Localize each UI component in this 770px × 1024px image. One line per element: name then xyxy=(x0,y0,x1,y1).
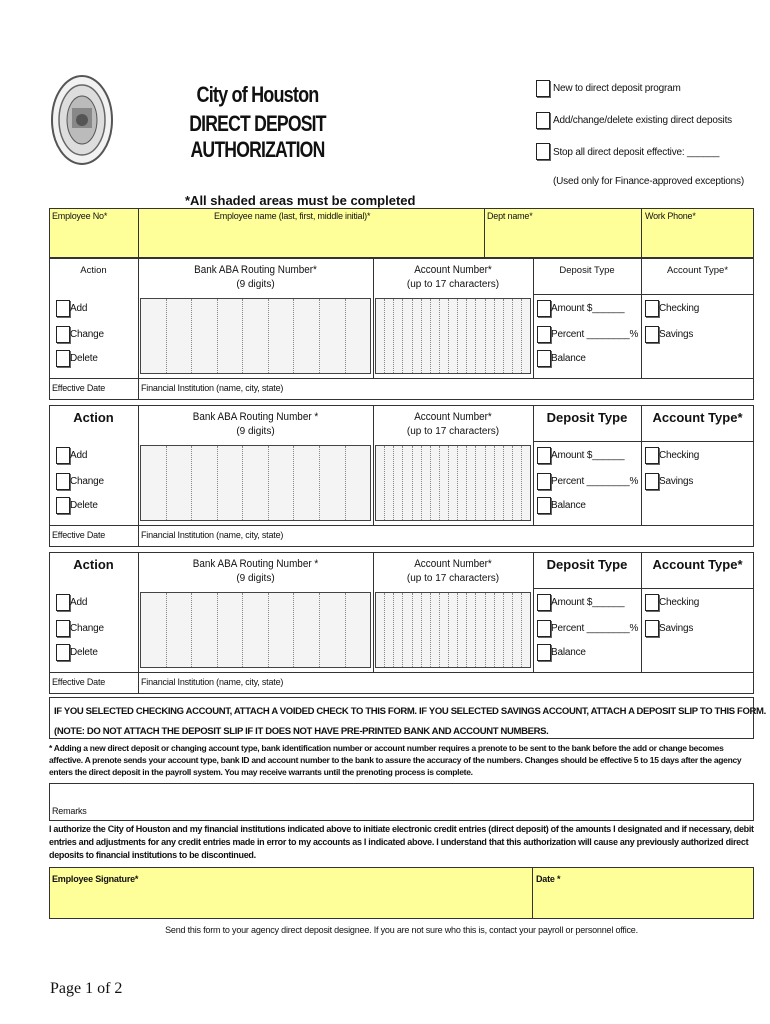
divider xyxy=(138,258,139,378)
routing-number-header: Bank ABA Routing Number * xyxy=(192,558,319,570)
divider xyxy=(484,208,485,258)
delete-checkbox[interactable] xyxy=(56,350,70,367)
account-number-input[interactable] xyxy=(375,592,531,668)
add-checkbox[interactable] xyxy=(56,447,70,464)
change-label: Change xyxy=(70,476,104,487)
percent-checkbox[interactable] xyxy=(537,473,551,490)
divider xyxy=(49,672,754,673)
savings-checkbox[interactable] xyxy=(645,473,659,490)
divider xyxy=(373,258,374,378)
effective-date-field[interactable]: Effective Date xyxy=(52,677,106,687)
send-note: Send this form to your agency direct deposit designee. If you are not sure who this is, contact your payroll or personnel office. xyxy=(165,925,638,935)
remarks-label: Remarks xyxy=(52,806,87,816)
percent-checkbox[interactable] xyxy=(537,326,551,343)
divider xyxy=(49,378,754,379)
percent-label: Percent ________% xyxy=(551,329,639,340)
checking-label: Checking xyxy=(659,450,700,461)
date-field[interactable]: Date * xyxy=(536,874,561,884)
change-checkbox[interactable] xyxy=(56,473,70,490)
savings-checkbox[interactable] xyxy=(645,326,659,343)
add-checkbox[interactable] xyxy=(56,300,70,317)
account-chars-note: (up to 17 characters) xyxy=(406,279,500,290)
balance-label: Balance xyxy=(551,500,586,511)
stop-all-checkbox[interactable] xyxy=(536,143,550,160)
new-program-checkbox[interactable] xyxy=(536,80,550,97)
effective-date-field[interactable]: Effective Date xyxy=(52,530,106,540)
account-type-header: Account Type* xyxy=(652,410,743,425)
action-header: Action xyxy=(73,410,114,425)
attach-notice-line2: (NOTE: DO NOT ATTACH THE DEPOSIT SLIP IF IT DOES NOT HAVE PRE-PRINTED BANK AND ACCOUNT NUMBERS. xyxy=(54,726,549,737)
employee-name-field[interactable]: Employee name (last, first, middle initial)* xyxy=(214,211,371,221)
city-title: City of Houston xyxy=(196,82,319,107)
account-number-input[interactable] xyxy=(375,445,531,521)
percent-checkbox[interactable] xyxy=(537,620,551,637)
account-number-header: Account Number* xyxy=(414,264,492,276)
percent-label: Percent ________% xyxy=(551,623,639,634)
balance-label: Balance xyxy=(551,353,586,364)
amount-label: Amount $______ xyxy=(551,303,625,314)
routing-number-input[interactable] xyxy=(140,445,371,521)
savings-label: Savings xyxy=(659,623,694,634)
divider xyxy=(533,588,754,589)
employee-signature-field[interactable]: Employee Signature* xyxy=(52,874,139,884)
savings-label: Savings xyxy=(659,476,694,487)
divider xyxy=(373,552,374,672)
deposit-type-header: Deposit Type xyxy=(546,410,628,425)
page-number: Page 1 of 2 xyxy=(50,980,123,997)
add-change-delete-label: Add/change/delete existing direct deposits xyxy=(553,115,732,126)
balance-label: Balance xyxy=(551,647,586,658)
add-label: Add xyxy=(70,450,88,461)
routing-digits-note: (9 digits) xyxy=(236,573,275,584)
routing-number-input[interactable] xyxy=(140,298,371,374)
checking-label: Checking xyxy=(659,303,700,314)
checking-checkbox[interactable] xyxy=(645,594,659,611)
checking-checkbox[interactable] xyxy=(645,300,659,317)
deposit-type-header: Deposit Type xyxy=(546,557,628,572)
divider xyxy=(138,378,139,400)
divider xyxy=(533,294,754,295)
add-label: Add xyxy=(70,303,88,314)
action-header: Action xyxy=(73,557,114,572)
account-type-header: Account Type* xyxy=(652,557,743,572)
exception-note: (Used only for Finance-approved exceptions) xyxy=(553,176,744,187)
delete-checkbox[interactable] xyxy=(56,497,70,514)
account-number-header: Account Number* xyxy=(414,558,492,570)
add-checkbox[interactable] xyxy=(56,594,70,611)
prenote-notice: * Adding a new direct deposit or changing account type, bank identification number or account number requires a prenote to be sent to the bank before the add or change becomes affective. A prenote sends your account type, bank ID and account number to the bank to assure the accuracy of the numbers. Changes should be effective 5 to 15 days after the agency enters the direct deposit in the payroll system. You may receive warrants until the prenoting process is complete. xyxy=(49,743,742,777)
account-type-header: Account Type* xyxy=(666,265,729,276)
routing-number-header: Bank ABA Routing Number * xyxy=(192,411,319,423)
routing-digits-note: (9 digits) xyxy=(236,279,275,290)
savings-label: Savings xyxy=(659,329,694,340)
amount-checkbox[interactable] xyxy=(537,594,551,611)
checking-label: Checking xyxy=(659,597,700,608)
divider xyxy=(138,208,139,258)
delete-label: Delete xyxy=(70,500,98,511)
delete-label: Delete xyxy=(70,353,98,364)
balance-checkbox[interactable] xyxy=(537,350,551,367)
change-label: Change xyxy=(70,623,104,634)
signature-row xyxy=(49,867,754,919)
balance-checkbox[interactable] xyxy=(537,644,551,661)
authorization-text: I authorize the City of Houston and my financial institutions indicated above to initiate electronic credit entries (direct deposit) of the amounts I designated and if necessary, debit entries and adjustments for any credit entries made in error to my accounts as I indicated above. I understand that this authorization will cause any previously authorized direct deposits to financial institutions to be discontinued. xyxy=(49,824,754,860)
routing-digits-note: (9 digits) xyxy=(236,426,275,437)
attach-notice-line1: IF YOU SELECTED CHECKING ACCOUNT, ATTACH A VOIDED CHECK TO THIS FORM. IF YOU SELECTED SAVINGS ACCOUNT, ATTACH A DEPOSIT SLIP TO THIS FORM. xyxy=(54,706,766,717)
routing-number-header: Bank ABA Routing Number* xyxy=(194,264,317,276)
amount-checkbox[interactable] xyxy=(537,447,551,464)
divider xyxy=(138,525,139,547)
divider xyxy=(641,208,642,258)
add-label: Add xyxy=(70,597,88,608)
amount-label: Amount $______ xyxy=(551,597,625,608)
change-label: Change xyxy=(70,329,104,340)
work-phone-field[interactable]: Work Phone* xyxy=(645,211,696,221)
divider xyxy=(532,867,533,919)
divider xyxy=(373,405,374,525)
amount-checkbox[interactable] xyxy=(537,300,551,317)
form-title: DIRECT DEPOSIT AUTHORIZATION xyxy=(189,111,326,162)
employee-no-field[interactable]: Employee No* xyxy=(52,211,108,221)
city-seal xyxy=(50,72,114,168)
action-header: Action xyxy=(80,265,107,276)
shaded-note: *All shaded areas must be completed xyxy=(185,193,416,208)
add-change-delete-checkbox[interactable] xyxy=(536,112,550,129)
checking-checkbox[interactable] xyxy=(645,447,659,464)
divider xyxy=(533,441,754,442)
account-number-header: Account Number* xyxy=(414,411,492,423)
savings-checkbox[interactable] xyxy=(645,620,659,637)
deposit-type-header: Deposit Type xyxy=(559,265,615,276)
account-number-input[interactable] xyxy=(375,298,531,374)
remarks-box[interactable] xyxy=(49,783,754,821)
financial-institution-field[interactable]: Financial Institution (name, city, state) xyxy=(141,530,284,540)
divider xyxy=(138,405,139,525)
account-chars-note: (up to 17 characters) xyxy=(406,426,500,437)
effective-date-field[interactable]: Effective Date xyxy=(52,383,106,393)
balance-checkbox[interactable] xyxy=(537,497,551,514)
financial-institution-field[interactable]: Financial Institution (name, city, state) xyxy=(141,677,284,687)
amount-label: Amount $______ xyxy=(551,450,625,461)
delete-label: Delete xyxy=(70,647,98,658)
divider xyxy=(138,552,139,672)
dept-name-field[interactable]: Dept name* xyxy=(487,211,533,221)
percent-label: Percent ________% xyxy=(551,476,639,487)
stop-all-label: Stop all direct deposit effective: ______ xyxy=(553,147,720,158)
change-checkbox[interactable] xyxy=(56,326,70,343)
account-chars-note: (up to 17 characters) xyxy=(406,573,500,584)
financial-institution-field[interactable]: Financial Institution (name, city, state) xyxy=(141,383,284,393)
divider xyxy=(49,525,754,526)
new-program-label: New to direct deposit program xyxy=(553,83,681,94)
routing-number-input[interactable] xyxy=(140,592,371,668)
delete-checkbox[interactable] xyxy=(56,644,70,661)
divider xyxy=(138,672,139,694)
change-checkbox[interactable] xyxy=(56,620,70,637)
